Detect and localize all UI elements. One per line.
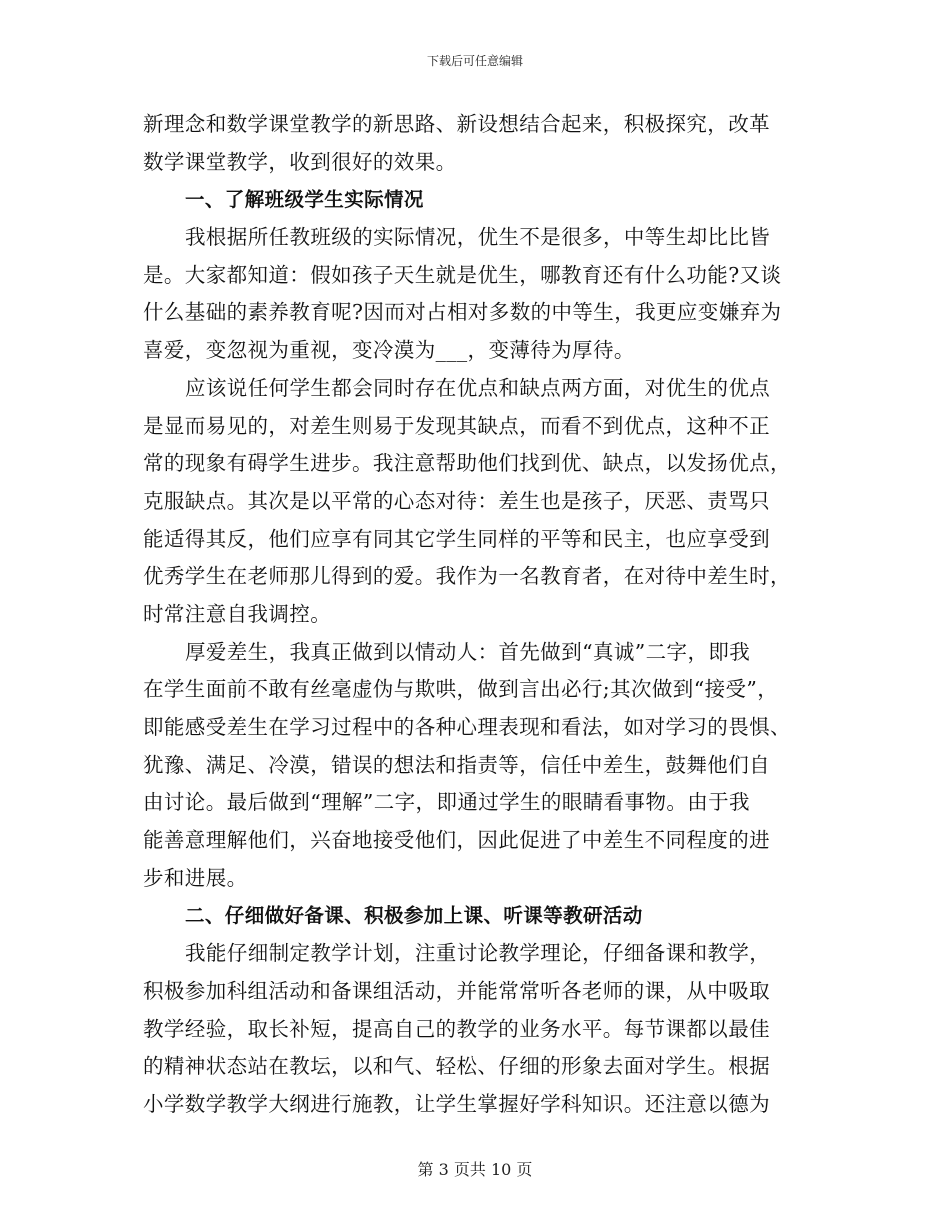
text-line: 在学生面前不敢有丝毫虚伪与欺哄，做到言出必行;其次做到“接受”， <box>143 677 779 702</box>
text-line: 步和进展。 <box>143 865 248 890</box>
text-line: 即能感受差生在学习过程中的各种心理表现和看法，如对学习的畏惧、 <box>143 715 791 739</box>
text-line: 我根据所任教班级的实际情况，优生不是很多，中等生却比比皆 <box>185 225 771 250</box>
text-line: 的精神状态站在教坛，以和气、轻松、仔细的形象去面对学生。根据 <box>143 1054 770 1079</box>
text-line: 时常注意自我调控。 <box>143 601 332 626</box>
text-line: 厚爱差生，我真正做到以情动人：首先做到“真诚”二字，即我 <box>185 639 751 664</box>
text-line: 常的现象有碍学生进步。我注意帮助他们找到优、缺点，以发扬优点， <box>143 451 791 476</box>
text-line: 能适得其反，他们应享有同其它学生同样的平等和民主，也应享受到 <box>143 526 770 551</box>
text-line: 数学课堂教学，收到很好的效果。 <box>143 149 457 174</box>
text-line: 小学数学教学大纲进行施教，让学生掌握好学科知识。还注意以德为 <box>143 1091 770 1116</box>
text-line: 应该说任何学生都会同时存在优点和缺点两方面，对优生的优点 <box>185 375 771 400</box>
text-line: 我能仔细制定教学计划，注重讨论教学理论，仔细备课和教学， <box>185 941 771 966</box>
text-line: 犹豫、满足、冷漠，错误的想法和指责等，信任中差生，鼓舞他们自 <box>143 752 770 777</box>
text-line: 教学经验，取长补短，提高自己的教学的业务水平。每节课都以最佳 <box>143 1016 770 1041</box>
section-heading: 二、仔细做好备课、积极参加上课、听课等教研活动 <box>185 904 643 928</box>
page-footer: 第 3 页共 10 页 <box>417 1160 533 1179</box>
text-line: 是。大家都知道：假如孩子天生就是优生，哪教育还有什么功能?又谈 <box>143 262 782 287</box>
section-heading: 一、了解班级学生实际情况 <box>185 188 424 212</box>
text-line: 喜爱，变忽视为重视，变冷漠为___，变薄待为厚待。 <box>143 338 635 363</box>
text-line: 是显而易见的，对差生则易于发现其缺点，而看不到优点，这种不正 <box>143 413 770 438</box>
text-line: 优秀学生在老师那儿得到的爱。我作为一名教育者，在对待中差生时， <box>143 564 791 589</box>
text-line: 什么基础的素养教育呢?因而对占相对多数的中等生，我更应变嫌弃为 <box>143 300 782 325</box>
text-line: 新理念和数学课堂教学的新思路、新设想结合起来，积极探究，改革 <box>143 112 770 136</box>
text-line: 能善意理解他们，兴奋地接受他们，因此促进了中差生不同程度的进 <box>143 828 770 853</box>
text-line: 积极参加科组活动和备课组活动，并能常常听各老师的课，从中吸取 <box>143 978 770 1003</box>
text-line: 克服缺点。其次是以平常的心态对待：差生也是孩子，厌恶、责骂只 <box>143 488 770 513</box>
page-header: 下载后可任意编辑 <box>426 54 523 68</box>
text-line: 由讨论。最后做到“理解”二字，即通过学生的眼睛看事物。由于我 <box>143 790 750 815</box>
document-body <box>143 106 811 1124</box>
